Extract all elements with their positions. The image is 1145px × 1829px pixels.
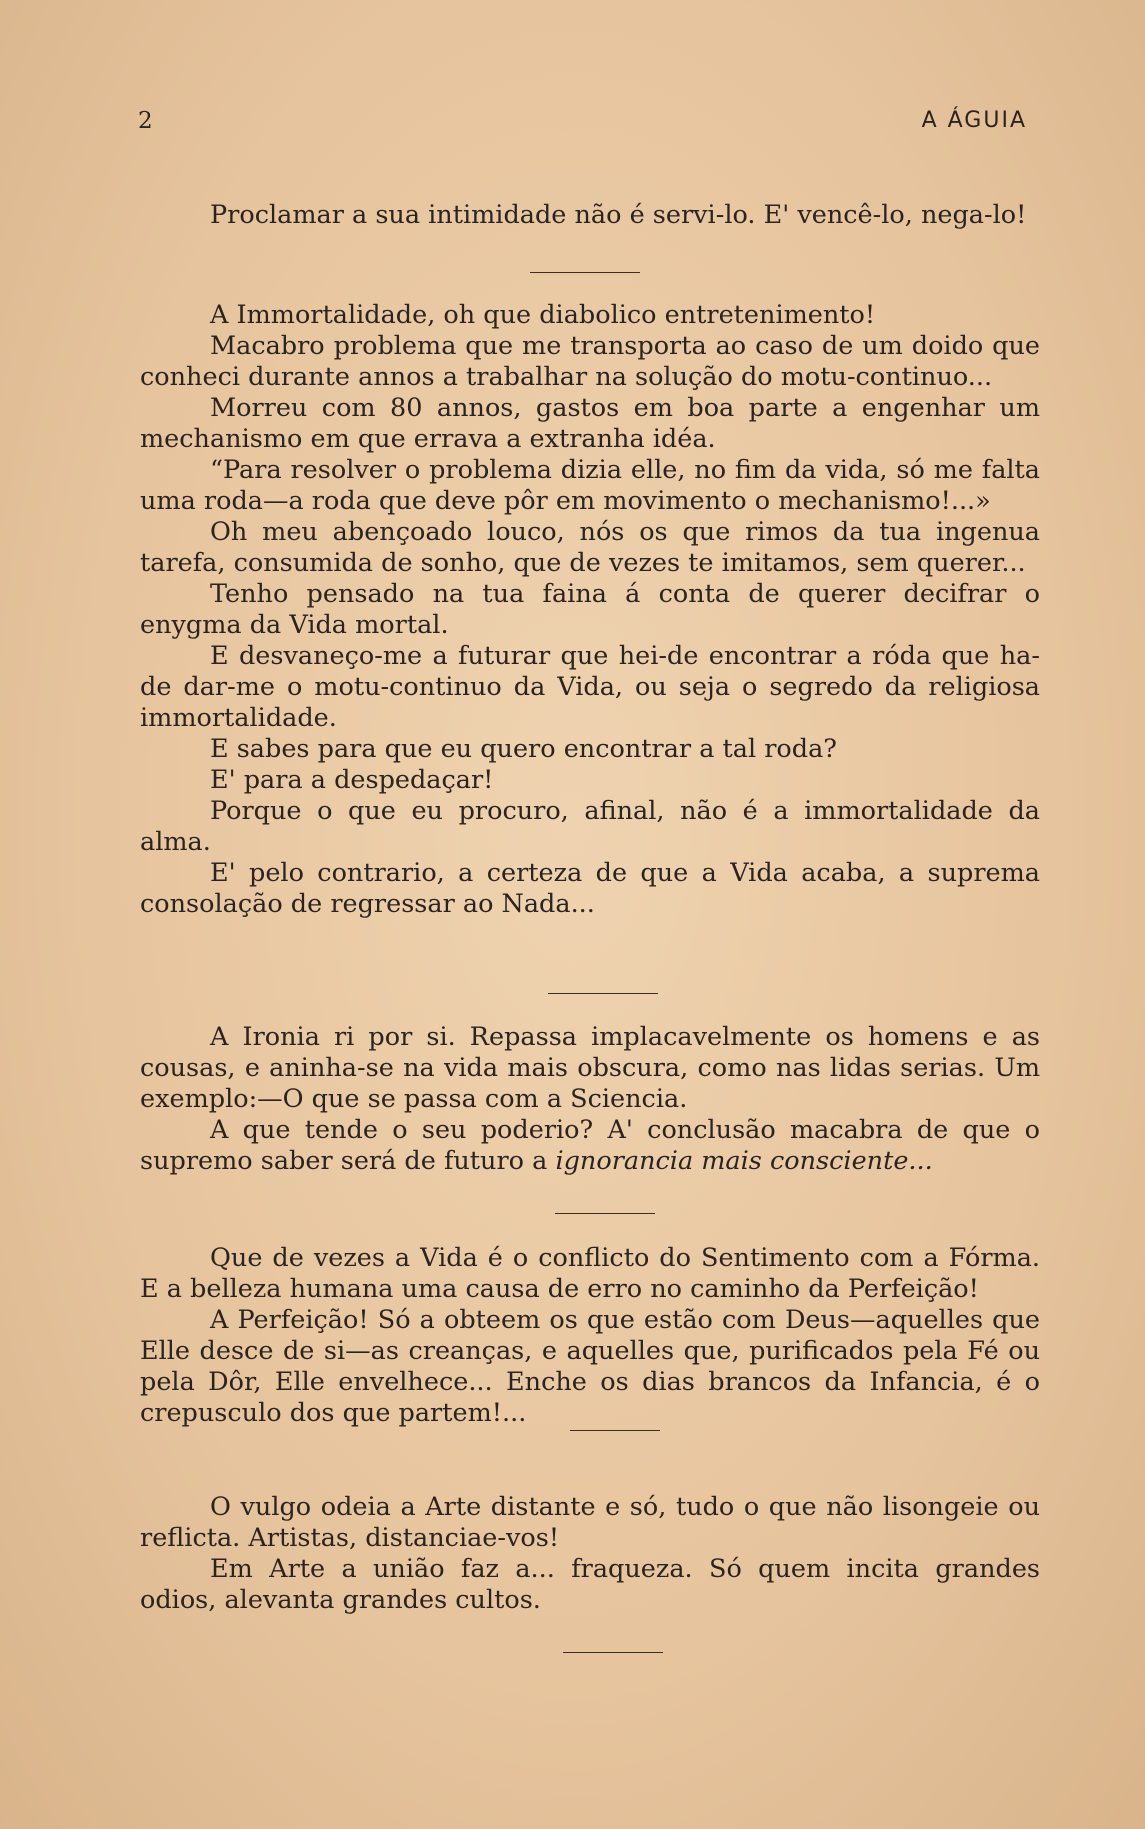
running-title: A ÁGUIA — [921, 108, 1027, 133]
section-immortalidade — [140, 300, 1040, 920]
paragraph: Em Arte a união faz a... fraqueza. Só quem incita grandes odios, alevanta grandes cultos. — [140, 1554, 1040, 1615]
section-divider — [563, 1652, 663, 1653]
section-arte — [140, 1492, 1040, 1616]
section-perfeicao — [140, 1243, 1040, 1429]
paragraph: A Perfeição! Só a obteem os que estão com Deus—aquelles que Elle desce de si—as creanças, e aquelles que, purificados pela Fé ou pela Dôr, Elle envelhece... Enche os dias brancos da Infancia, é o crepusculo dos que partem!... — [140, 1305, 1040, 1428]
page-number: 2 — [138, 108, 153, 134]
paragraph-text: A que tende o seu poderio? A' conclusão macabra de que o supremo saber será de futuro a — [140, 1115, 1040, 1176]
section-divider — [570, 1430, 660, 1431]
paragraph — [140, 1115, 1040, 1177]
paragraph: Porque o que eu procuro, afinal, não é a immortalidade da alma. — [140, 796, 1040, 857]
paragraph: Macabro problema que me transporta ao caso de um doido que conheci durante annos a trabalhar na solução do motu-continuo... — [140, 331, 1040, 392]
paragraph: E desvaneço-me a futurar que hei-de encontrar a róda que ha-de dar-me o motu-continuo da Vida, ou seja o segredo da religiosa immortalidade. — [140, 641, 1040, 733]
paragraph: Proclamar a sua intimidade não é servi-lo. E' vencê-lo, nega-lo! — [210, 200, 1027, 230]
paragraph: E' pelo contrario, a certeza de que a Vida acaba, a suprema consolação de regressar ao Nada... — [140, 858, 1040, 919]
section-divider — [555, 1213, 655, 1214]
paragraph: “Para resolver o problema dizia elle, no fim da vida, só me falta uma roda—a roda que deve pôr em movimento o mechanismo!...» — [140, 455, 1040, 516]
section-ironia — [140, 1022, 1040, 1177]
section-divider — [548, 993, 658, 994]
paragraph: Morreu com 80 annos, gastos em boa parte a engenhar um mechanismo em que errava a extranha idéa. — [140, 393, 1040, 454]
section-proclamar — [140, 200, 1040, 231]
paragraph: E' para a despedaçar! — [210, 765, 494, 795]
paragraph: Oh meu abençoado louco, nós os que rimos da tua ingenua tarefa, consumida de sonho, que de vezes te imitamos, sem querer... — [140, 517, 1040, 578]
paragraph: E sabes para que eu quero encontrar a tal roda? — [210, 734, 837, 764]
paragraph: A Ironia ri por si. Repassa implacavelmente os homens e as cousas, e aninha-se na vida mais obscura, como nas lidas serias. Um exemplo:—O que se passa com a Sciencia. — [140, 1022, 1040, 1114]
paragraph: Tenho pensado na tua faina á conta de querer decifrar o enygma da Vida mortal. — [140, 579, 1040, 640]
section-divider — [530, 272, 640, 273]
paragraph: A Immortalidade, oh que diabolico entretenimento! — [210, 300, 876, 330]
paragraph: O vulgo odeia a Arte distante e só, tudo o que não lisongeie ou reflicta. Artistas, distanciae-vos! — [140, 1492, 1040, 1553]
page-header — [138, 108, 1027, 148]
paragraph: Que de vezes a Vida é o conflicto do Sentimento com a Fórma. E a belleza humana uma causa de erro no caminho da Perfeição! — [140, 1243, 1040, 1304]
emphasis-text: ignorancia mais consciente... — [555, 1146, 933, 1176]
